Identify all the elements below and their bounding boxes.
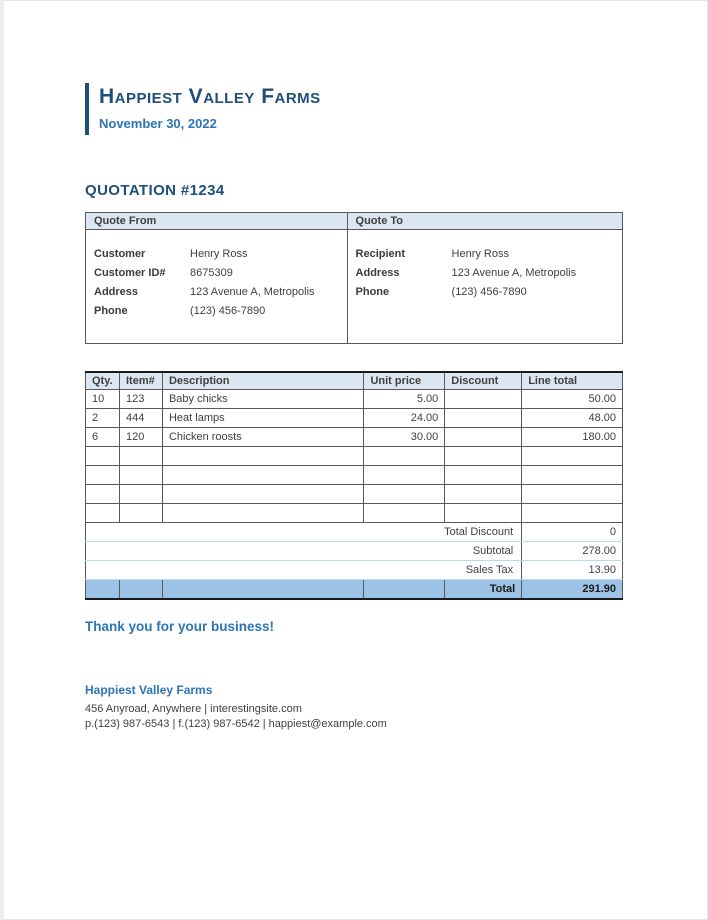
cell-description: Chicken roosts <box>162 428 363 447</box>
cell-discount <box>445 409 522 428</box>
cell-line-total: 48.00 <box>522 409 623 428</box>
total-discount-label: Total Discount <box>86 523 522 542</box>
quote-to-header: Quote To <box>347 213 622 230</box>
field-label: Phone <box>355 286 390 299</box>
subtotal-label: Subtotal <box>86 542 522 561</box>
table-row <box>86 390 623 409</box>
field-customer <box>94 248 339 260</box>
field-phone <box>356 286 614 298</box>
field-label: Address <box>355 267 400 280</box>
field-customer-id <box>94 267 339 279</box>
table-row-empty <box>86 466 623 485</box>
cell-description: Heat lamps <box>162 409 363 428</box>
total-discount-value: 0 <box>522 523 623 542</box>
cell-line-total: 50.00 <box>522 390 623 409</box>
grand-total-value: 291.90 <box>522 580 623 599</box>
subtotal-row <box>86 542 623 561</box>
sales-tax-value: 13.90 <box>522 561 623 580</box>
brand-header <box>85 83 623 135</box>
field-address <box>94 286 339 298</box>
field-address <box>356 267 614 279</box>
footer-contact-line: p.(123) 987-6543 | f.(123) 987-6542 | happiest@example.com <box>85 717 387 730</box>
field-label: Customer ID# <box>94 267 166 280</box>
field-value: (123) 456-7890 <box>190 305 266 318</box>
cell-item: 123 <box>119 390 162 409</box>
quote-from-cell <box>86 230 348 344</box>
cell-unit-price: 5.00 <box>364 390 445 409</box>
field-label: Recipient <box>355 248 406 261</box>
col-header-qty: Qty. <box>86 372 120 390</box>
field-label: Phone <box>94 305 128 318</box>
field-phone <box>94 305 339 317</box>
table-row-empty <box>86 485 623 504</box>
cell-qty: 6 <box>86 428 120 447</box>
quotation-title: QUOTATION #1234 <box>85 182 225 200</box>
table-row <box>86 409 623 428</box>
col-header-description: Description <box>162 372 363 390</box>
cell-unit-price: 30.00 <box>364 428 445 447</box>
cell-discount <box>445 428 522 447</box>
cell-line-total: 180.00 <box>522 428 623 447</box>
footer-address-line: 456 Anyroad, Anywhere | interestingsite.com <box>85 702 302 715</box>
field-value: 8675309 <box>190 267 233 280</box>
document-footer <box>85 683 623 732</box>
table-row-empty <box>86 504 623 523</box>
cell-item: 444 <box>119 409 162 428</box>
items-table <box>85 371 623 600</box>
sales-tax-row <box>86 561 623 580</box>
table-row <box>86 428 623 447</box>
field-value: 123 Avenue A, Metropolis <box>451 267 577 280</box>
cell-unit-price: 24.00 <box>364 409 445 428</box>
total-discount-row <box>86 523 623 542</box>
parties-table <box>85 212 623 344</box>
col-header-line-total: Line total <box>522 372 623 390</box>
field-recipient <box>356 248 614 260</box>
field-value: (123) 456-7890 <box>451 286 527 299</box>
grand-total-row <box>86 580 623 599</box>
footer-company-name: Happiest Valley Farms <box>85 682 213 697</box>
field-label: Customer <box>94 248 146 261</box>
col-header-unit-price: Unit price <box>364 372 445 390</box>
col-header-discount: Discount <box>445 372 522 390</box>
quote-from-header: Quote From <box>86 213 348 230</box>
subtotal-value: 278.00 <box>522 542 623 561</box>
sales-tax-label: Sales Tax <box>86 561 522 580</box>
cell-qty: 10 <box>86 390 120 409</box>
field-label: Address <box>94 286 139 299</box>
items-header-row <box>86 372 623 390</box>
company-name: Happiest Valley Farms <box>99 85 321 108</box>
field-value: 123 Avenue A, Metropolis <box>190 286 315 299</box>
field-value: Henry Ross <box>190 248 248 261</box>
col-header-item: Item# <box>119 372 162 390</box>
document-content <box>85 83 623 732</box>
grand-total-label: Total <box>445 580 522 599</box>
cell-item: 120 <box>119 428 162 447</box>
document-date: November 30, 2022 <box>99 116 217 132</box>
cell-discount <box>445 390 522 409</box>
table-row-empty <box>86 447 623 466</box>
field-value: Henry Ross <box>451 248 509 261</box>
closing-message: Thank you for your business! <box>85 618 275 634</box>
cell-description: Baby chicks <box>162 390 363 409</box>
cell-qty: 2 <box>86 409 120 428</box>
quote-to-cell <box>347 230 622 344</box>
